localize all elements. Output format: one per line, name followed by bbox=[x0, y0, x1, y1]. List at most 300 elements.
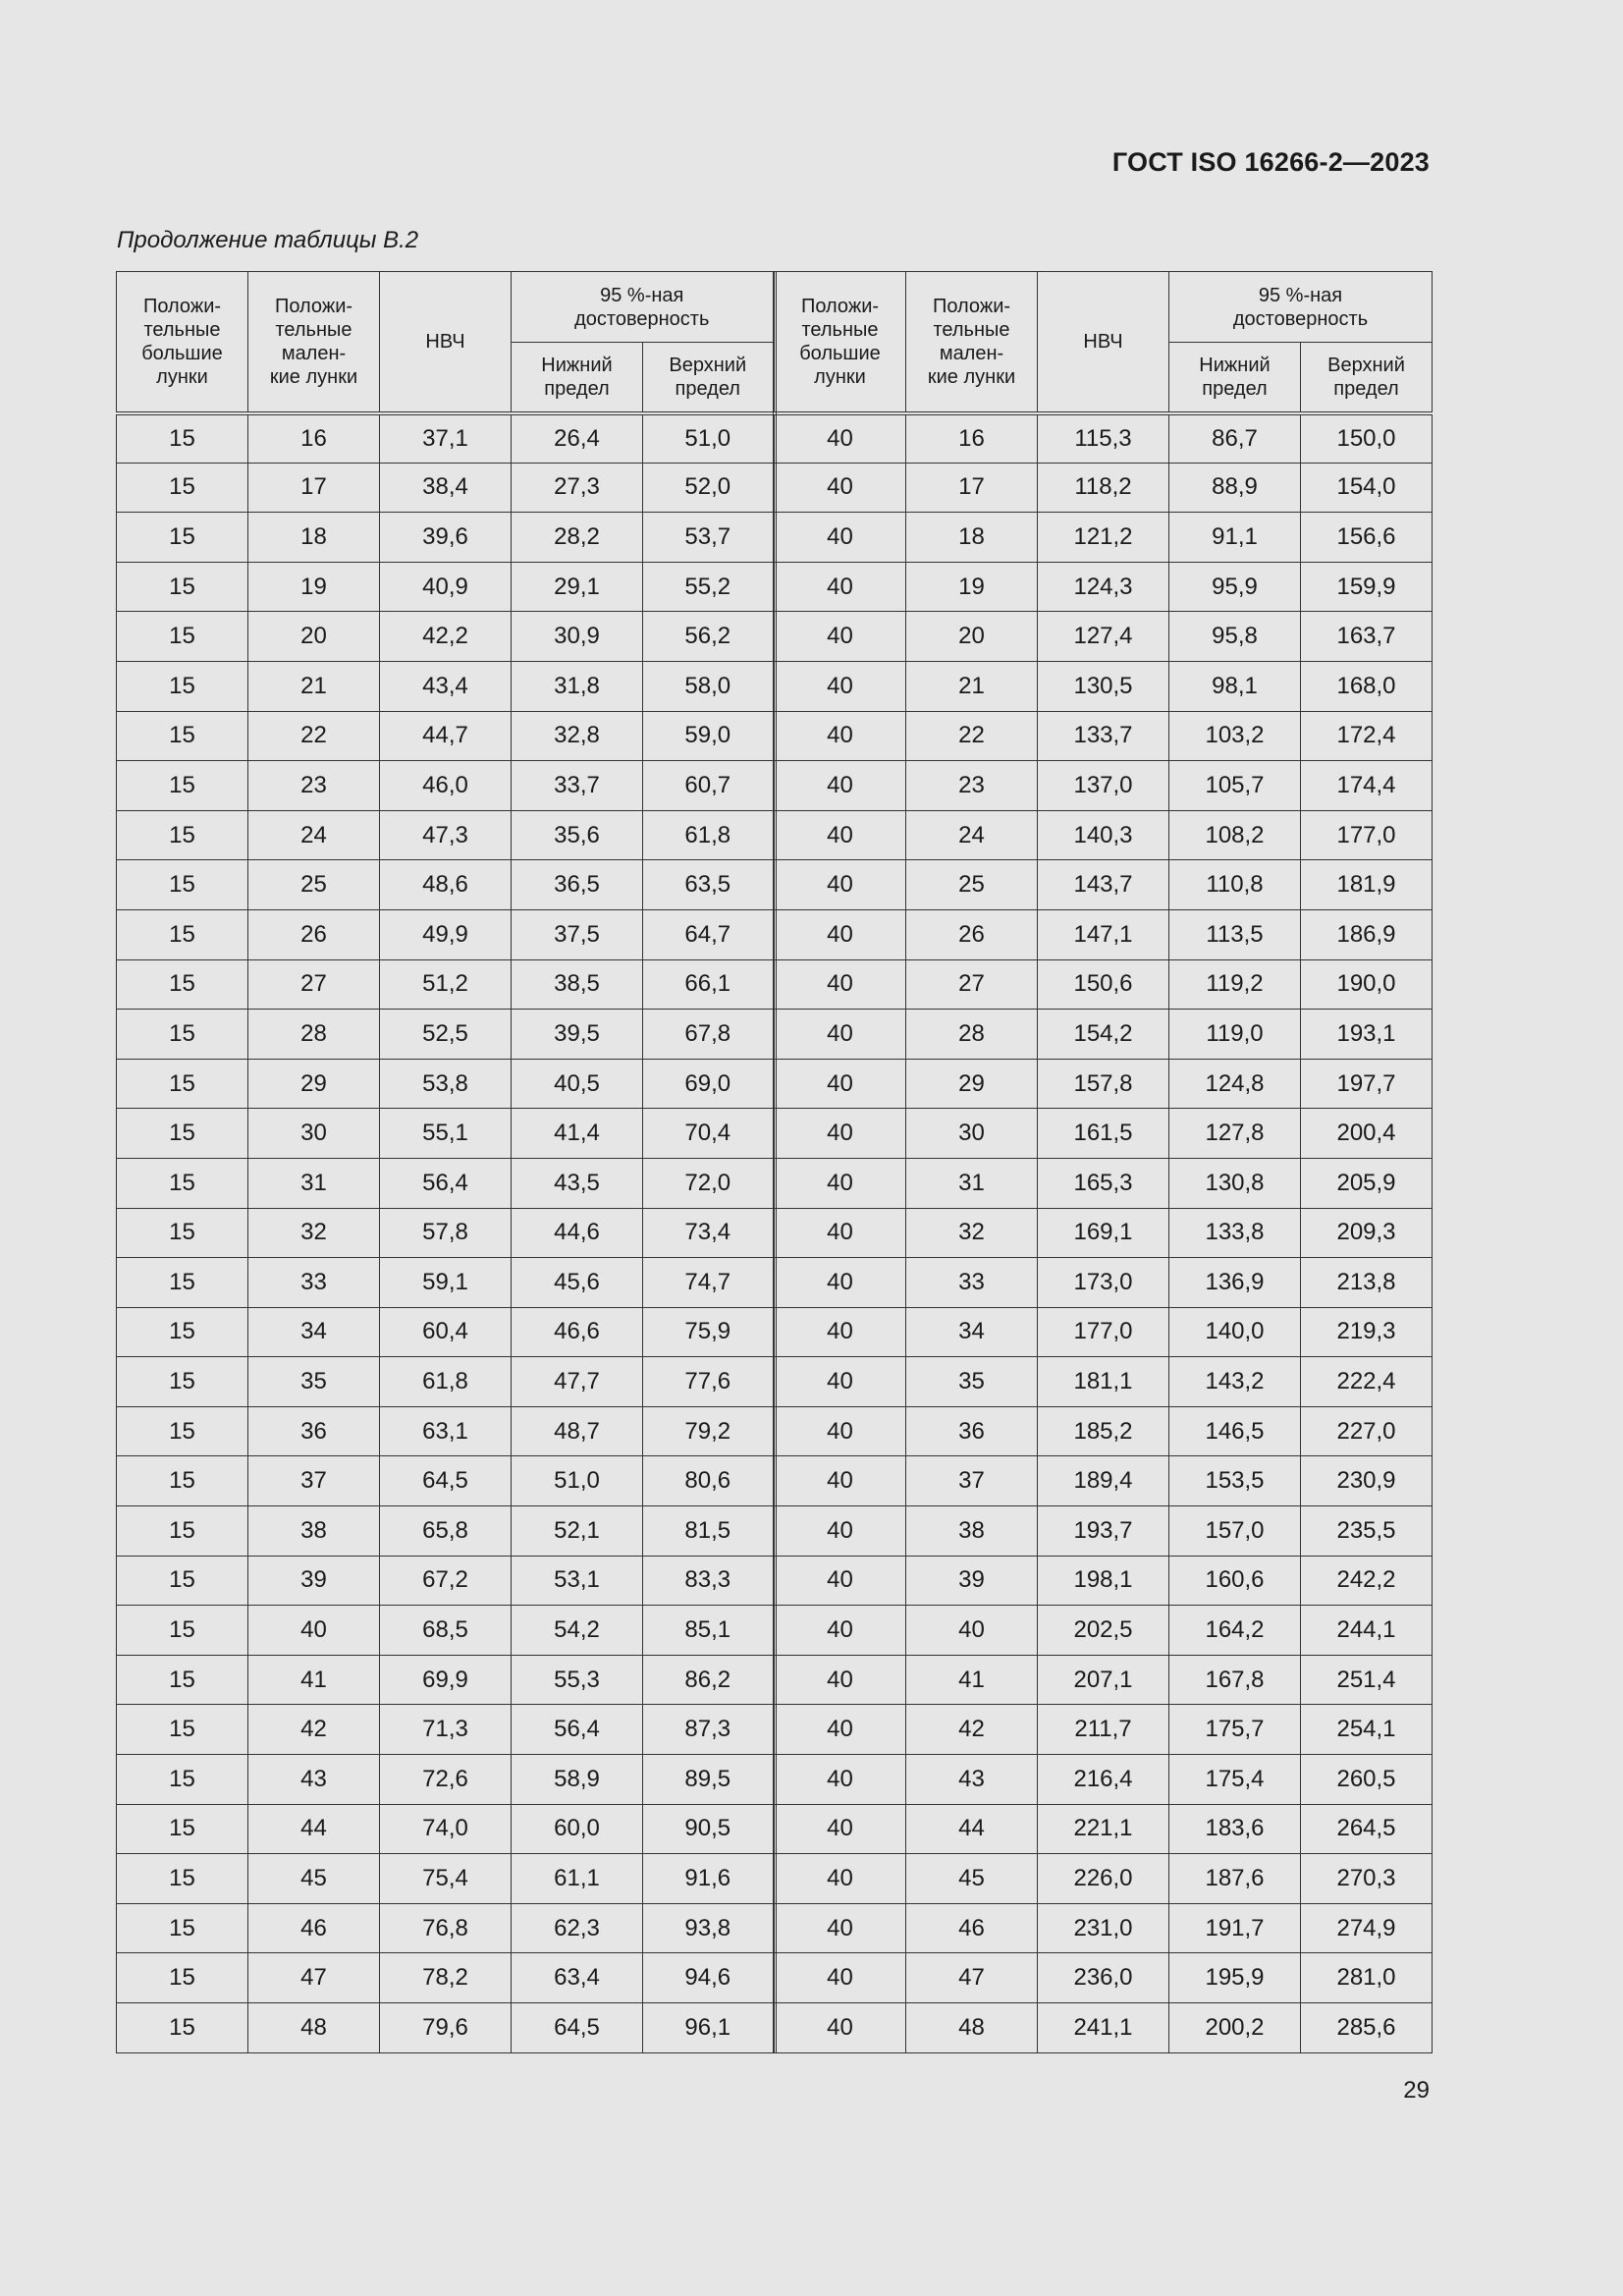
large-wells-cell: 15 bbox=[117, 1010, 248, 1060]
small-wells-cell: 30 bbox=[248, 1109, 380, 1159]
table-row bbox=[775, 661, 1433, 711]
large-wells-cell: 40 bbox=[775, 1804, 906, 1854]
upper-limit-cell: 150,0 bbox=[1301, 413, 1433, 464]
mpn-cell: 169,1 bbox=[1038, 1208, 1169, 1258]
lower-limit-cell: 127,8 bbox=[1169, 1109, 1301, 1159]
large-wells-cell: 40 bbox=[775, 1854, 906, 1904]
large-wells-cell: 40 bbox=[775, 1606, 906, 1656]
small-wells-cell: 17 bbox=[906, 463, 1038, 513]
mpn-cell: 51,2 bbox=[380, 959, 512, 1010]
mpn-cell: 43,4 bbox=[380, 661, 512, 711]
table-row bbox=[117, 810, 775, 860]
upper-limit-cell: 77,6 bbox=[643, 1357, 775, 1407]
small-wells-cell: 22 bbox=[906, 711, 1038, 761]
upper-limit-cell: 274,9 bbox=[1301, 1903, 1433, 1953]
upper-limit-cell: 81,5 bbox=[643, 1506, 775, 1557]
mpn-cell: 216,4 bbox=[1038, 1755, 1169, 1805]
mpn-cell: 44,7 bbox=[380, 711, 512, 761]
upper-limit-cell: 66,1 bbox=[643, 959, 775, 1010]
mpn-cell: 65,8 bbox=[380, 1506, 512, 1557]
large-wells-cell: 15 bbox=[117, 1258, 248, 1308]
lower-limit-cell: 164,2 bbox=[1169, 1606, 1301, 1656]
table-row bbox=[775, 513, 1433, 563]
upper-limit-cell: 56,2 bbox=[643, 612, 775, 662]
table-row bbox=[775, 1606, 1433, 1656]
large-wells-cell: 15 bbox=[117, 1655, 248, 1705]
small-wells-cell: 45 bbox=[248, 1854, 380, 1904]
lower-limit-cell: 58,9 bbox=[512, 1755, 643, 1805]
upper-limit-cell: 55,2 bbox=[643, 562, 775, 612]
small-wells-cell: 39 bbox=[906, 1556, 1038, 1606]
small-wells-cell: 41 bbox=[906, 1655, 1038, 1705]
table-row bbox=[117, 1059, 775, 1109]
large-wells-cell: 40 bbox=[775, 1456, 906, 1506]
mpn-cell: 37,1 bbox=[380, 413, 512, 464]
upper-limit-cell: 58,0 bbox=[643, 661, 775, 711]
large-wells-cell: 40 bbox=[775, 1506, 906, 1557]
small-wells-cell: 48 bbox=[248, 2003, 380, 2053]
table-row bbox=[775, 562, 1433, 612]
lower-limit-cell: 27,3 bbox=[512, 463, 643, 513]
large-wells-cell: 15 bbox=[117, 413, 248, 464]
lower-limit-cell: 41,4 bbox=[512, 1109, 643, 1159]
small-wells-cell: 34 bbox=[906, 1307, 1038, 1357]
table-row bbox=[117, 761, 775, 811]
small-wells-cell: 45 bbox=[906, 1854, 1038, 1904]
upper-limit-cell: 87,3 bbox=[643, 1705, 775, 1755]
column-header-confidence: 95 %-ная достоверность bbox=[1169, 272, 1433, 343]
lower-limit-cell: 130,8 bbox=[1169, 1158, 1301, 1208]
mpn-cell: 202,5 bbox=[1038, 1606, 1169, 1656]
lower-limit-cell: 28,2 bbox=[512, 513, 643, 563]
mpn-cell: 241,1 bbox=[1038, 2003, 1169, 2053]
small-wells-cell: 25 bbox=[906, 860, 1038, 910]
upper-limit-cell: 230,9 bbox=[1301, 1456, 1433, 1506]
large-wells-cell: 40 bbox=[775, 810, 906, 860]
table-row bbox=[117, 1953, 775, 2003]
mpn-cell: 69,9 bbox=[380, 1655, 512, 1705]
upper-limit-cell: 251,4 bbox=[1301, 1655, 1433, 1705]
large-wells-cell: 40 bbox=[775, 1258, 906, 1308]
lower-limit-cell: 91,1 bbox=[1169, 513, 1301, 563]
small-wells-cell: 46 bbox=[248, 1903, 380, 1953]
table-row bbox=[775, 1406, 1433, 1456]
large-wells-cell: 15 bbox=[117, 1903, 248, 1953]
upper-limit-cell: 75,9 bbox=[643, 1307, 775, 1357]
small-wells-cell: 32 bbox=[248, 1208, 380, 1258]
mpn-cell: 154,2 bbox=[1038, 1010, 1169, 1060]
small-wells-cell: 27 bbox=[248, 959, 380, 1010]
lower-limit-cell: 37,5 bbox=[512, 909, 643, 959]
table-row bbox=[117, 1307, 775, 1357]
table-row bbox=[775, 1307, 1433, 1357]
small-wells-cell: 36 bbox=[906, 1406, 1038, 1456]
mpn-cell: 143,7 bbox=[1038, 860, 1169, 910]
mpn-cell: 56,4 bbox=[380, 1158, 512, 1208]
upper-limit-cell: 264,5 bbox=[1301, 1804, 1433, 1854]
table-row bbox=[117, 1755, 775, 1805]
large-wells-cell: 15 bbox=[117, 1406, 248, 1456]
upper-limit-cell: 254,1 bbox=[1301, 1705, 1433, 1755]
large-wells-cell: 15 bbox=[117, 562, 248, 612]
small-wells-cell: 32 bbox=[906, 1208, 1038, 1258]
small-wells-cell: 28 bbox=[906, 1010, 1038, 1060]
lower-limit-cell: 124,8 bbox=[1169, 1059, 1301, 1109]
small-wells-cell: 31 bbox=[906, 1158, 1038, 1208]
table-row bbox=[117, 860, 775, 910]
upper-limit-cell: 67,8 bbox=[643, 1010, 775, 1060]
mpn-cell: 165,3 bbox=[1038, 1158, 1169, 1208]
large-wells-cell: 15 bbox=[117, 1307, 248, 1357]
table-row bbox=[775, 761, 1433, 811]
lower-limit-cell: 95,8 bbox=[1169, 612, 1301, 662]
lower-limit-cell: 43,5 bbox=[512, 1158, 643, 1208]
lower-limit-cell: 167,8 bbox=[1169, 1655, 1301, 1705]
large-wells-cell: 15 bbox=[117, 860, 248, 910]
lower-limit-cell: 46,6 bbox=[512, 1307, 643, 1357]
upper-limit-cell: 270,3 bbox=[1301, 1854, 1433, 1904]
table-row bbox=[775, 1010, 1433, 1060]
small-wells-cell: 43 bbox=[248, 1755, 380, 1805]
large-wells-cell: 15 bbox=[117, 711, 248, 761]
column-header-confidence: 95 %-ная достоверность bbox=[512, 272, 775, 343]
upper-limit-cell: 53,7 bbox=[643, 513, 775, 563]
large-wells-cell: 40 bbox=[775, 1010, 906, 1060]
table-row bbox=[117, 1456, 775, 1506]
small-wells-cell: 37 bbox=[248, 1456, 380, 1506]
column-header-upper-limit: Верхний предел bbox=[643, 343, 775, 413]
upper-limit-cell: 172,4 bbox=[1301, 711, 1433, 761]
large-wells-cell: 15 bbox=[117, 1357, 248, 1407]
mpn-cell: 48,6 bbox=[380, 860, 512, 910]
table-row bbox=[775, 463, 1433, 513]
upper-limit-cell: 59,0 bbox=[643, 711, 775, 761]
column-header-small-wells: Положи- тельные мален- кие лунки bbox=[906, 272, 1038, 413]
large-wells-cell: 15 bbox=[117, 1606, 248, 1656]
upper-limit-cell: 186,9 bbox=[1301, 909, 1433, 959]
lower-limit-cell: 136,9 bbox=[1169, 1258, 1301, 1308]
mpn-cell: 193,7 bbox=[1038, 1506, 1169, 1557]
mpn-cell: 177,0 bbox=[1038, 1307, 1169, 1357]
lower-limit-cell: 119,0 bbox=[1169, 1010, 1301, 1060]
upper-limit-cell: 91,6 bbox=[643, 1854, 775, 1904]
upper-limit-cell: 80,6 bbox=[643, 1456, 775, 1506]
table-row bbox=[775, 711, 1433, 761]
mpn-cell: 124,3 bbox=[1038, 562, 1169, 612]
upper-limit-cell: 69,0 bbox=[643, 1059, 775, 1109]
upper-limit-cell: 74,7 bbox=[643, 1258, 775, 1308]
table-row bbox=[117, 413, 775, 464]
upper-limit-cell: 193,1 bbox=[1301, 1010, 1433, 1060]
large-wells-cell: 15 bbox=[117, 1158, 248, 1208]
upper-limit-cell: 52,0 bbox=[643, 463, 775, 513]
table-row bbox=[775, 1208, 1433, 1258]
small-wells-cell: 48 bbox=[906, 2003, 1038, 2053]
mpn-cell: 57,8 bbox=[380, 1208, 512, 1258]
lower-limit-cell: 105,7 bbox=[1169, 761, 1301, 811]
table-row bbox=[117, 1705, 775, 1755]
large-wells-cell: 40 bbox=[775, 761, 906, 811]
upper-limit-cell: 190,0 bbox=[1301, 959, 1433, 1010]
upper-limit-cell: 244,1 bbox=[1301, 1606, 1433, 1656]
large-wells-cell: 15 bbox=[117, 1506, 248, 1557]
column-header-mpn: НВЧ bbox=[1038, 272, 1169, 413]
small-wells-cell: 43 bbox=[906, 1755, 1038, 1805]
large-wells-cell: 40 bbox=[775, 1705, 906, 1755]
upper-limit-cell: 209,3 bbox=[1301, 1208, 1433, 1258]
small-wells-cell: 20 bbox=[248, 612, 380, 662]
large-wells-cell: 40 bbox=[775, 909, 906, 959]
mpn-cell: 53,8 bbox=[380, 1059, 512, 1109]
table-row bbox=[117, 513, 775, 563]
upper-limit-cell: 174,4 bbox=[1301, 761, 1433, 811]
upper-limit-cell: 285,6 bbox=[1301, 2003, 1433, 2053]
upper-limit-cell: 86,2 bbox=[643, 1655, 775, 1705]
upper-limit-cell: 70,4 bbox=[643, 1109, 775, 1159]
large-wells-cell: 40 bbox=[775, 1556, 906, 1606]
lower-limit-cell: 36,5 bbox=[512, 860, 643, 910]
upper-limit-cell: 163,7 bbox=[1301, 612, 1433, 662]
upper-limit-cell: 93,8 bbox=[643, 1903, 775, 1953]
lower-limit-cell: 60,0 bbox=[512, 1804, 643, 1854]
page-number: 29 bbox=[1403, 2077, 1430, 2104]
mpn-cell: 55,1 bbox=[380, 1109, 512, 1159]
lower-limit-cell: 38,5 bbox=[512, 959, 643, 1010]
lower-limit-cell: 63,4 bbox=[512, 1953, 643, 2003]
table-row bbox=[117, 2003, 775, 2053]
column-header-lower-limit: Нижний предел bbox=[512, 343, 643, 413]
small-wells-cell: 29 bbox=[248, 1059, 380, 1109]
large-wells-cell: 40 bbox=[775, 1307, 906, 1357]
large-wells-cell: 15 bbox=[117, 1953, 248, 2003]
table-row bbox=[775, 1258, 1433, 1308]
table-row bbox=[775, 1655, 1433, 1705]
lower-limit-cell: 26,4 bbox=[512, 413, 643, 464]
column-header-small-wells: Положи- тельные мален- кие лунки bbox=[248, 272, 380, 413]
mpn-cell: 78,2 bbox=[380, 1953, 512, 2003]
mpn-cell: 46,0 bbox=[380, 761, 512, 811]
mpn-cell: 59,1 bbox=[380, 1258, 512, 1308]
mpn-cell: 68,5 bbox=[380, 1606, 512, 1656]
large-wells-cell: 15 bbox=[117, 463, 248, 513]
small-wells-cell: 40 bbox=[248, 1606, 380, 1656]
large-wells-cell: 15 bbox=[117, 1556, 248, 1606]
mpn-cell: 127,4 bbox=[1038, 612, 1169, 662]
lower-limit-cell: 86,7 bbox=[1169, 413, 1301, 464]
table-caption: Продолжение таблицы В.2 bbox=[117, 227, 419, 253]
table-row bbox=[775, 1456, 1433, 1506]
small-wells-cell: 21 bbox=[248, 661, 380, 711]
small-wells-cell: 30 bbox=[906, 1109, 1038, 1159]
mpn-cell: 207,1 bbox=[1038, 1655, 1169, 1705]
lower-limit-cell: 48,7 bbox=[512, 1406, 643, 1456]
lower-limit-cell: 175,7 bbox=[1169, 1705, 1301, 1755]
mpn-cell: 147,1 bbox=[1038, 909, 1169, 959]
lower-limit-cell: 56,4 bbox=[512, 1705, 643, 1755]
small-wells-cell: 44 bbox=[248, 1804, 380, 1854]
upper-limit-cell: 227,0 bbox=[1301, 1406, 1433, 1456]
small-wells-cell: 35 bbox=[906, 1357, 1038, 1407]
small-wells-cell: 18 bbox=[248, 513, 380, 563]
small-wells-cell: 17 bbox=[248, 463, 380, 513]
lower-limit-cell: 30,9 bbox=[512, 612, 643, 662]
mpn-cell: 61,8 bbox=[380, 1357, 512, 1407]
mpn-cell: 211,7 bbox=[1038, 1705, 1169, 1755]
mpn-cell: 157,8 bbox=[1038, 1059, 1169, 1109]
table-row bbox=[117, 1258, 775, 1308]
upper-limit-cell: 73,4 bbox=[643, 1208, 775, 1258]
mpn-cell: 130,5 bbox=[1038, 661, 1169, 711]
large-wells-cell: 15 bbox=[117, 810, 248, 860]
large-wells-cell: 40 bbox=[775, 1953, 906, 2003]
lower-limit-cell: 200,2 bbox=[1169, 2003, 1301, 2053]
lower-limit-cell: 98,1 bbox=[1169, 661, 1301, 711]
table-row bbox=[117, 463, 775, 513]
small-wells-cell: 21 bbox=[906, 661, 1038, 711]
upper-limit-cell: 281,0 bbox=[1301, 1953, 1433, 2003]
upper-limit-cell: 177,0 bbox=[1301, 810, 1433, 860]
upper-limit-cell: 64,7 bbox=[643, 909, 775, 959]
upper-limit-cell: 89,5 bbox=[643, 1755, 775, 1805]
small-wells-cell: 33 bbox=[248, 1258, 380, 1308]
table-row bbox=[775, 1059, 1433, 1109]
lower-limit-cell: 183,6 bbox=[1169, 1804, 1301, 1854]
table-row bbox=[117, 661, 775, 711]
mpn-cell: 60,4 bbox=[380, 1307, 512, 1357]
table-row bbox=[117, 1208, 775, 1258]
large-wells-cell: 40 bbox=[775, 661, 906, 711]
upper-limit-cell: 213,8 bbox=[1301, 1258, 1433, 1308]
large-wells-cell: 40 bbox=[775, 860, 906, 910]
lower-limit-cell: 133,8 bbox=[1169, 1208, 1301, 1258]
lower-limit-cell: 33,7 bbox=[512, 761, 643, 811]
lower-limit-cell: 153,5 bbox=[1169, 1456, 1301, 1506]
upper-limit-cell: 205,9 bbox=[1301, 1158, 1433, 1208]
lower-limit-cell: 53,1 bbox=[512, 1556, 643, 1606]
table-row bbox=[117, 1903, 775, 1953]
table-row bbox=[775, 413, 1433, 464]
large-wells-cell: 15 bbox=[117, 1755, 248, 1805]
small-wells-cell: 41 bbox=[248, 1655, 380, 1705]
lower-limit-cell: 110,8 bbox=[1169, 860, 1301, 910]
small-wells-cell: 28 bbox=[248, 1010, 380, 1060]
table-row bbox=[117, 562, 775, 612]
large-wells-cell: 15 bbox=[117, 612, 248, 662]
table-row bbox=[775, 1903, 1433, 1953]
table-row bbox=[775, 1109, 1433, 1159]
small-wells-cell: 16 bbox=[248, 413, 380, 464]
upper-limit-cell: 242,2 bbox=[1301, 1556, 1433, 1606]
small-wells-cell: 37 bbox=[906, 1456, 1038, 1506]
lower-limit-cell: 108,2 bbox=[1169, 810, 1301, 860]
mpn-cell: 221,1 bbox=[1038, 1804, 1169, 1854]
mpn-cell: 133,7 bbox=[1038, 711, 1169, 761]
small-wells-cell: 25 bbox=[248, 860, 380, 910]
mpn-cell: 64,5 bbox=[380, 1456, 512, 1506]
large-wells-cell: 40 bbox=[775, 463, 906, 513]
table-row bbox=[775, 1705, 1433, 1755]
lower-limit-cell: 62,3 bbox=[512, 1903, 643, 1953]
small-wells-cell: 20 bbox=[906, 612, 1038, 662]
mpn-cell: 63,1 bbox=[380, 1406, 512, 1456]
large-wells-cell: 40 bbox=[775, 1755, 906, 1805]
lower-limit-cell: 52,1 bbox=[512, 1506, 643, 1557]
small-wells-cell: 39 bbox=[248, 1556, 380, 1606]
lower-limit-cell: 175,4 bbox=[1169, 1755, 1301, 1805]
lower-limit-cell: 143,2 bbox=[1169, 1357, 1301, 1407]
small-wells-cell: 16 bbox=[906, 413, 1038, 464]
lower-limit-cell: 40,5 bbox=[512, 1059, 643, 1109]
upper-limit-cell: 60,7 bbox=[643, 761, 775, 811]
lower-limit-cell: 31,8 bbox=[512, 661, 643, 711]
lower-limit-cell: 35,6 bbox=[512, 810, 643, 860]
table-row bbox=[117, 1606, 775, 1656]
upper-limit-cell: 200,4 bbox=[1301, 1109, 1433, 1159]
upper-limit-cell: 96,1 bbox=[643, 2003, 775, 2053]
small-wells-cell: 40 bbox=[906, 1606, 1038, 1656]
mpn-cell: 150,6 bbox=[1038, 959, 1169, 1010]
small-wells-cell: 22 bbox=[248, 711, 380, 761]
mpn-cell: 121,2 bbox=[1038, 513, 1169, 563]
upper-limit-cell: 94,6 bbox=[643, 1953, 775, 2003]
large-wells-cell: 15 bbox=[117, 2003, 248, 2053]
table-row bbox=[117, 711, 775, 761]
upper-limit-cell: 181,9 bbox=[1301, 860, 1433, 910]
small-wells-cell: 19 bbox=[906, 562, 1038, 612]
lower-limit-cell: 29,1 bbox=[512, 562, 643, 612]
upper-limit-cell: 85,1 bbox=[643, 1606, 775, 1656]
small-wells-cell: 44 bbox=[906, 1804, 1038, 1854]
upper-limit-cell: 90,5 bbox=[643, 1804, 775, 1854]
lower-limit-cell: 45,6 bbox=[512, 1258, 643, 1308]
lower-limit-cell: 146,5 bbox=[1169, 1406, 1301, 1456]
mpn-cell: 39,6 bbox=[380, 513, 512, 563]
table-row bbox=[775, 909, 1433, 959]
large-wells-cell: 40 bbox=[775, 1655, 906, 1705]
lower-limit-cell: 113,5 bbox=[1169, 909, 1301, 959]
table-row bbox=[775, 959, 1433, 1010]
large-wells-cell: 15 bbox=[117, 1109, 248, 1159]
mpn-cell: 79,6 bbox=[380, 2003, 512, 2053]
mpn-cell: 52,5 bbox=[380, 1010, 512, 1060]
mpn-cell: 226,0 bbox=[1038, 1854, 1169, 1904]
mpn-cell: 49,9 bbox=[380, 909, 512, 959]
mpn-cell: 72,6 bbox=[380, 1755, 512, 1805]
mpn-cell: 74,0 bbox=[380, 1804, 512, 1854]
large-wells-cell: 15 bbox=[117, 909, 248, 959]
table-row bbox=[117, 909, 775, 959]
upper-limit-cell: 63,5 bbox=[643, 860, 775, 910]
upper-limit-cell: 154,0 bbox=[1301, 463, 1433, 513]
mpn-cell: 75,4 bbox=[380, 1854, 512, 1904]
small-wells-cell: 42 bbox=[248, 1705, 380, 1755]
large-wells-cell: 15 bbox=[117, 513, 248, 563]
upper-limit-cell: 79,2 bbox=[643, 1406, 775, 1456]
table-row bbox=[117, 1010, 775, 1060]
lower-limit-cell: 44,6 bbox=[512, 1208, 643, 1258]
upper-limit-cell: 260,5 bbox=[1301, 1755, 1433, 1805]
lower-limit-cell: 195,9 bbox=[1169, 1953, 1301, 2003]
large-wells-cell: 15 bbox=[117, 1854, 248, 1904]
small-wells-cell: 42 bbox=[906, 1705, 1038, 1755]
lower-limit-cell: 32,8 bbox=[512, 711, 643, 761]
column-header-upper-limit: Верхний предел bbox=[1301, 343, 1433, 413]
table-row bbox=[117, 1158, 775, 1208]
large-wells-cell: 40 bbox=[775, 562, 906, 612]
upper-limit-cell: 159,9 bbox=[1301, 562, 1433, 612]
table-row bbox=[117, 1406, 775, 1456]
upper-limit-cell: 235,5 bbox=[1301, 1506, 1433, 1557]
